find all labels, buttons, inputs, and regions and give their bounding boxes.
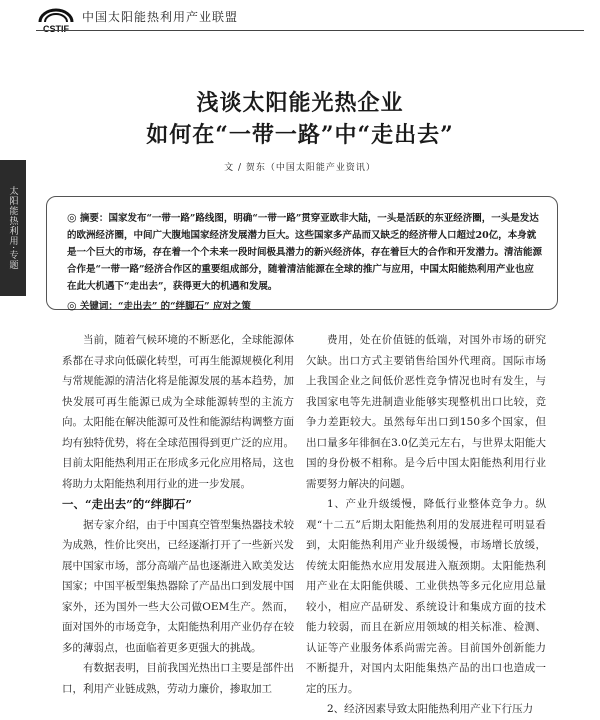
abstract-label: 摘要： xyxy=(79,213,109,224)
body-paragraph: 当前，随着气候环境的不断恶化，全球能源体系都在寻求向低碳化转型，可再生能源规模化利用与常规能源的清洁化将是能源发展的基本趋势，加快发展可再生能源已成为全球能源转型的主流方向。太阳能在解决能源可及性和能源结构调整方面均有独特优势，将在全球范围得到更广泛的应用。目前太阳能热利用正在形成多元化应用格局，这也将助力太阳能热利用行业的进一步发展。 xyxy=(62,334,294,490)
bullet-icon: ◎ xyxy=(67,211,77,224)
article-title-line2: 如何在“一带一路”中“走出去” xyxy=(146,122,454,148)
bullet-icon: ◎ xyxy=(67,299,77,312)
header-title: 中国太阳能热利用产业联盟 xyxy=(82,10,239,24)
left-column xyxy=(62,330,294,699)
logo-text: CSTIF xyxy=(43,24,69,34)
body-paragraph: 据专家介绍，由于中国真空管型集热器技术较为成熟，性价比突出，已经逐渐打开了一些新兴发展中国家市场，部分高端产品也逐渐进入欧美发达国家；中国平板型集热器除了产品出口到发展中国家外，还为国外一些大公司做OEM生产。然而，面对国外的市场竞争，太阳能热利用产业仍存在较多的薄弱点，也面临着更多更强大的挑战。 xyxy=(62,518,294,654)
body-paragraph: 有数据表明，目前我国光热出口主要是部件出口，利用产业链成熟，劳动力廉价，掺取加工 xyxy=(62,662,294,695)
abstract-paragraph xyxy=(67,209,543,295)
keywords-text: “走出去” 的“绊脚石” 应对之策 xyxy=(117,301,251,312)
side-column-tab xyxy=(0,160,26,296)
header-divider xyxy=(36,30,584,31)
side-tab-label: 太阳能热利用·专题 xyxy=(7,186,18,270)
abstract-box xyxy=(46,196,558,310)
section-heading: 一、“走出去”的“绊脚石” xyxy=(62,497,192,511)
right-column xyxy=(306,330,546,720)
article-title-line1: 浅谈太阳能光热企业 xyxy=(196,90,404,116)
keywords-label: 关键词： xyxy=(79,301,118,312)
abstract-text: 国家发布“一带一路”路线图，明确“一带一路”贯穿亚欧非大陆，一头是活跃的东亚经济圈，一头是发达的欧洲经济圈，中间广大腹地国家经济发展潜力巨大。这些国家多产品而又缺乏的经济带人口超过20亿，本身就是一个巨大的市场，存在着一个个未来一段时间极具潜力的新兴经济体，存在着巨大的合作和开发潜力。清洁能源合作是“一带一路”经济合作区的重要组成部分，随着清洁能源在全球的推广与应用，中国太阳能热利用产业也应在此大机遇下“走出去”，获得更大的机遇和发展。 xyxy=(67,213,543,292)
article-byline: 文 / 贺东（中国太阳能产业资讯） xyxy=(224,163,376,173)
body-paragraph: 2、经济因素导致太阳能热利用产业下行压力 xyxy=(327,703,534,715)
body-paragraph: 1、产业升级缓慢，降低行业整体竞争力。纵观“十二五”后期太阳能热利用的发展进程可明显看到，太阳能热利用产业升级缓慢，市场增长放缓，传统太阳能热水应用发展进入瓶颈期。太阳能热利用产业在太阳能供暖、工业供热等多元化应用总量较小，相应产品研发、系统设计和集成方面的技术能力较弱，而且在新应用领域的相关标准、检测、认证等产业服务体系尚需完善。目前国外创新能力不断提升，对国内太阳能集热产品的出口也造成一定的压力。 xyxy=(306,498,546,695)
keywords-line xyxy=(67,297,543,315)
body-paragraph: 费用，处在价值链的低端，对国外市场的研究欠缺。出口方式主要销售给国外代理商。国际市场上我国企业之间低价恶性竞争情况也时有发生，与我国家电等先进制造业能够实现整机出口比较，竞争力差距较大。虽然每年出口到150多个国家，但出口量多年徘徊在3.0亿美元左右，与世界太阳能大国的身份极不相称。是今后中国太阳能热利用行业需要努力解决的问题。 xyxy=(306,334,546,490)
